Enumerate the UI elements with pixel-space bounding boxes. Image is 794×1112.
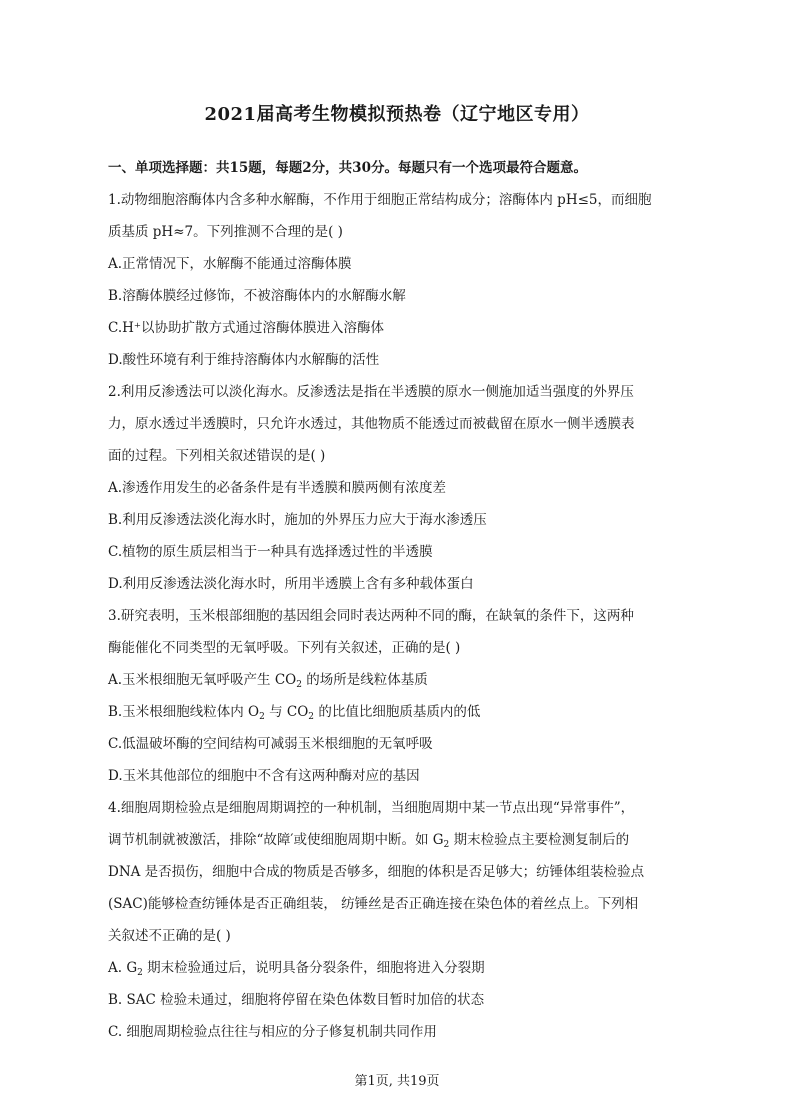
q2-stem-line1: 2.利用反渗透法可以淡化海水。反渗透法是指在半透膜的原水一侧施加适当强度的外界压 [108, 384, 634, 400]
q4-stem-line5: 关叙述不正确的是( ) [108, 928, 231, 944]
q4-option-c: C. 细胞周期检验点往往与相应的分子修复机制共同作用 [108, 1024, 437, 1040]
q2-stem-line3: 面的过程。下列相关叙述错误的是( ) [108, 448, 326, 464]
q4-stem-line2: 调节机制就被激活，排除“故障′或使细胞周期中断。如 $G_2$ 期末检验点主要检测复制后的 [108, 832, 630, 850]
q2-option-d: D.利用反渗透法淡化海水时，所用半透膜上含有多种载体蛋白 [108, 576, 474, 592]
q2-option-c: C.植物的原生质层相当于一种具有选择透过性的半透膜 [108, 544, 433, 560]
q3-option-b: B.玉米根细胞线粒体内 $O_2$ 与 $CO_2$ 的比值比细胞质基质内的低 [108, 704, 481, 722]
page-title: 2021届高考生物模拟预热卷（辽宁地区专用） [204, 104, 590, 125]
q1-stem-line2: 质基质 pH≈7。下列推测不合理的是( ) [108, 224, 343, 240]
q4-option-a: A. $G_2$ 期末检验通过后，说明具备分裂条件，细胞将进入分裂期 [108, 960, 485, 978]
q3-stem-line1: 3.研究表明，玉米根部细胞的基因组会同时表达两种不同的酶，在缺氧的条件下，这两种 [108, 608, 634, 624]
q1-stem-line1: 1.动物细胞溶酶体内含多种水解酶，不作用于细胞正常结构成分；溶酶体内 pH≤5，而细胞 [108, 192, 652, 208]
q3-option-a: A.玉米根细胞无氧呼吸产生 $CO_2$ 的场所是线粒体基质 [108, 672, 428, 690]
q2-option-b: B.利用反渗透法淡化海水时，施加的外界压力应大于海水渗透压 [108, 512, 487, 528]
q1-option-b: B.溶酶体膜经过修饰，不被溶酶体内的水解酶水解 [108, 288, 406, 304]
q3-stem-line2: 酶能催化不同类型的无氧呼吸。下列有关叙述，正确的是( ) [108, 640, 461, 656]
q3-option-d: D.玉米其他部位的细胞中不含有这两种酶对应的基因 [108, 768, 420, 784]
q2-stem-line2: 力，原水透过半透膜时，只允许水透过，其他物质不能透过而被截留在原水一侧半透膜表 [108, 416, 635, 432]
q4-stem-line4: (SAC)能够检查纺锤体是否正确组装， 纺锤丝是否正确连接在染色体的着丝点上。下列相 [108, 896, 639, 912]
q3-option-c: C.低温破坏酶的空间结构可减弱玉米根细胞的无氧呼吸 [108, 736, 433, 752]
section-heading: 一、单项选择题：共15题，每题2分，共30分。每题只有一个选项最符合题意。 [108, 160, 587, 176]
page-number: 第1页, 共19页 [354, 1074, 440, 1089]
q4-stem-line1: 4.细胞周期检验点是细胞周期调控的一种机制，当细胞周期中某一节点出现“异常事件”， [108, 800, 635, 816]
q1-option-c: C.H⁺以协助扩散方式通过溶酶体膜进入溶酶体 [108, 320, 385, 336]
q4-option-b: B. SAC 检验未通过，细胞将停留在染色体数目暂时加倍的状态 [108, 992, 485, 1008]
q4-stem-line3: DNA 是否损伤，细胞中合成的物质是否够多，细胞的体积是否足够大；纺锤体组装检验点 [108, 864, 645, 880]
q2-option-a: A.渗透作用发生的必备条件是有半透膜和膜两侧有浓度差 [108, 480, 447, 496]
q1-option-a: A.正常情况下，水解酶不能通过溶酶体膜 [108, 256, 352, 272]
q1-option-d: D.酸性环境有利于维持溶酶体内水解酶的活性 [108, 352, 380, 368]
